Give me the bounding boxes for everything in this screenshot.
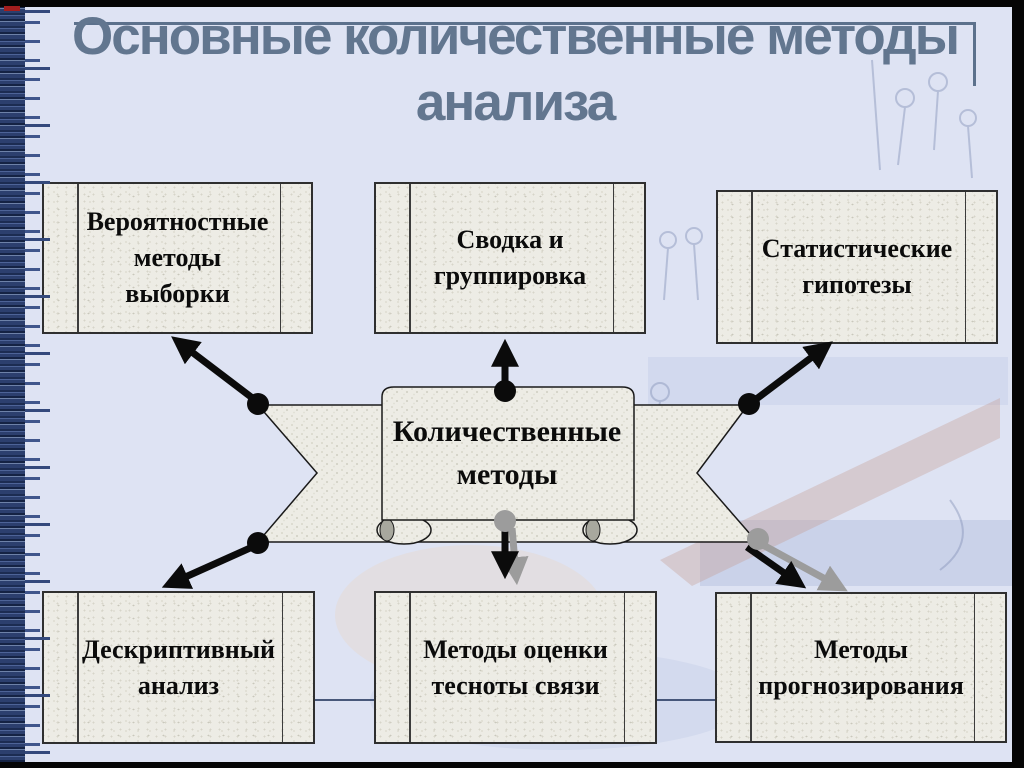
bottom-frame-bar	[0, 762, 1024, 768]
node-label: Методы оценки тесноты связи	[423, 634, 608, 700]
book-spine-decoration	[0, 0, 25, 768]
node-label: Сводка и группировка	[433, 225, 587, 290]
center-node-label: Количественные методы	[392, 414, 622, 491]
node-label: Статистические гипотезы	[761, 234, 953, 299]
node-label: Методы прогнозирования	[758, 634, 964, 700]
arrow-shadow-to-bottom-center	[512, 528, 516, 574]
spine-tick-marks	[25, 2, 55, 768]
node-label: Дескриптивный анализ	[81, 634, 276, 700]
right-frame-bar	[1012, 0, 1024, 768]
top-frame-bar	[0, 0, 1024, 7]
node-label: Вероятностные методы выборки	[86, 207, 269, 308]
red-accent-mark	[4, 6, 20, 11]
arrow-to-bottom-left	[172, 544, 259, 583]
slide-title: Основные количественные методы анализа	[72, 7, 958, 132]
arrow-to-top-left	[180, 343, 259, 403]
arrow-to-top-right	[751, 348, 824, 403]
